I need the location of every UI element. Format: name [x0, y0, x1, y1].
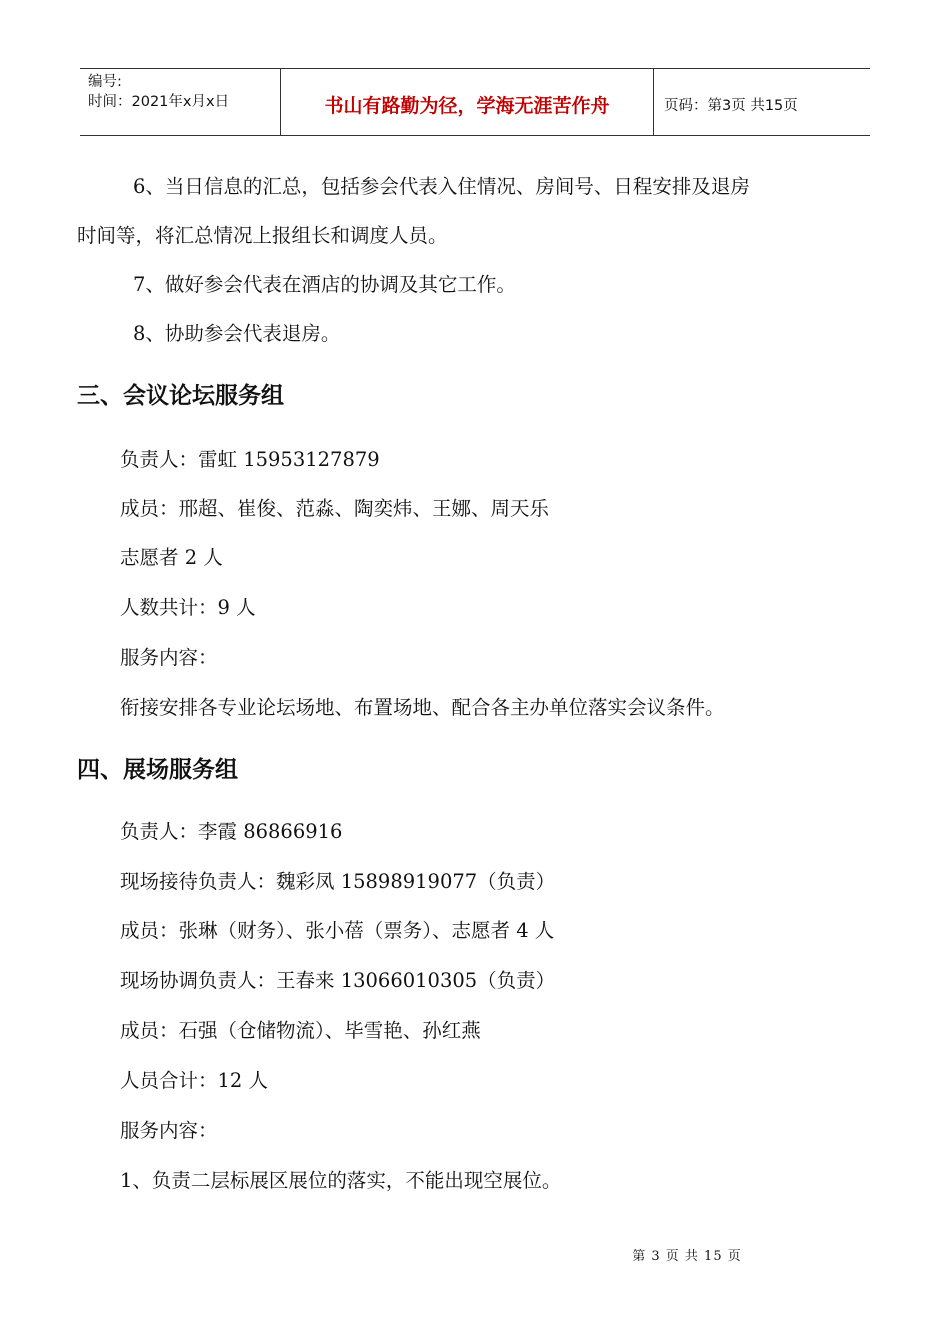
section-4-total: 人员合计：12 人 — [120, 1069, 269, 1092]
paragraph-8: 8、协助参会代表退房。 — [133, 322, 341, 345]
paragraph-6-line2: 时间等，将汇总情况上报组长和调度人员。 — [77, 224, 448, 247]
header-meta — [80, 69, 281, 135]
footer-page-number: 第 3 页 共 15 页 — [632, 1249, 742, 1264]
section-4-heading: 四、展场服务组 — [77, 757, 238, 783]
page-footer — [0, 1245, 950, 1264]
section-4-reception-members: 成员：张琳（财务）、张小蓓（票务）、志愿者 4 人 — [120, 919, 555, 942]
paragraph-7: 7、做好参会代表在酒店的协调及其它工作。 — [133, 273, 516, 296]
section-4-leader: 负责人：李霞 86866916 — [120, 820, 343, 843]
section-3-service-text: 衔接安排各专业论坛场地、布置场地、配合各主办单位落实会议条件。 — [120, 696, 725, 719]
section-3-volunteers: 志愿者 2 人 — [120, 546, 223, 569]
header-number-label: 编号: — [88, 74, 122, 90]
section-4-coordination-members: 成员：石强（仓储物流）、毕雪艳、孙红燕 — [120, 1019, 481, 1042]
header-time-label: 时间：2021年x月x日 — [88, 94, 230, 110]
section-3-heading: 三、会议论坛服务组 — [77, 383, 284, 409]
paragraph-6-line1: 6、当日信息的汇总，包括参会代表入住情况、房间号、日程安排及退房 — [133, 175, 750, 198]
section-3-leader: 负责人：雷虹 15953127879 — [120, 448, 380, 471]
section-4-item-1: 1、负责二层标展区展位的落实，不能出现空展位。 — [120, 1169, 562, 1192]
section-3-total: 人数共计：9 人 — [120, 596, 256, 619]
section-4-reception-leader: 现场接待负责人：魏彩凤 15898919077（负责） — [120, 870, 556, 893]
section-4-service-label: 服务内容： — [120, 1119, 218, 1142]
header-motto: 书山有路勤为径，学海无涯苦作舟 — [281, 69, 654, 135]
section-3-service-label: 服务内容： — [120, 646, 218, 669]
header-page-info: 页码：第3页 共15页 — [664, 97, 798, 114]
section-3-members: 成员：邢超、崔俊、范淼、陶奕炜、王娜、周天乐 — [120, 497, 550, 520]
section-4-coordination-leader: 现场协调负责人：王春来 13066010305（负责） — [120, 969, 556, 992]
page-header — [80, 68, 870, 136]
